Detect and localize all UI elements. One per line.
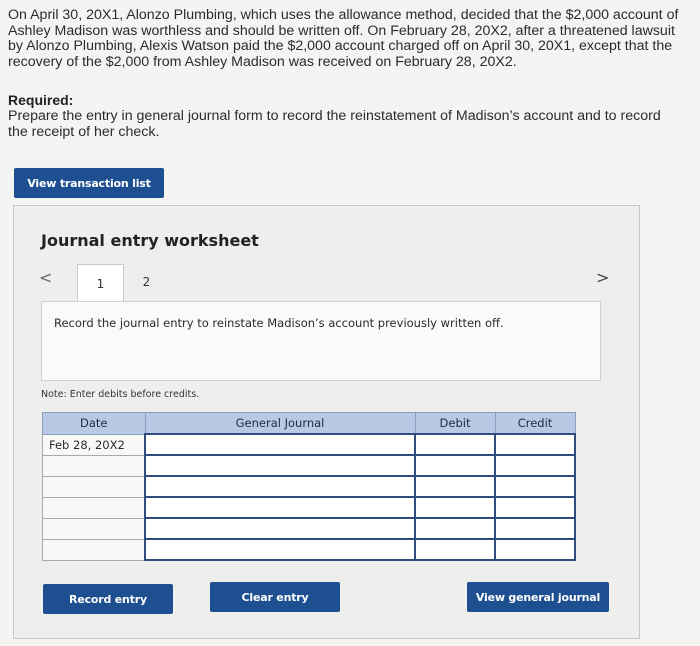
header-date: Date (43, 413, 146, 435)
tab-1[interactable]: 1 (77, 264, 124, 302)
table-row (43, 476, 576, 497)
record-entry-button[interactable]: Record entry (43, 584, 173, 614)
debit-input[interactable] (415, 476, 495, 497)
date-cell (43, 539, 146, 560)
debit-input[interactable] (415, 497, 495, 518)
problem-statement: On April 30, 20X1, Alonzo Plumbing, which uses the allowance method, decided that the $2,000 account of Ashley Madison was worthless and should be written off. On February 28, 20X2, after a threatened lawsuit by Alonzo Plumbing, Alexis Watson paid the $2,000 account charged off on April 30, 20X1, except that the recovery of the $2,000 from Ashley Madison was received on February 28, 20X2. (8, 7, 679, 70)
debit-input[interactable] (415, 539, 495, 560)
table-row (43, 518, 576, 539)
account-input[interactable] (145, 518, 415, 539)
required-text: Prepare the entry in general journal form to record the reinstatement of Madison’s account and to record the receipt of her check. (8, 108, 661, 140)
account-input[interactable] (145, 539, 415, 560)
table-row (43, 539, 576, 560)
header-credit: Credit (495, 413, 575, 435)
account-input[interactable] (145, 476, 415, 497)
date-cell (43, 455, 146, 476)
credit-input[interactable] (495, 434, 575, 455)
view-general-journal-button[interactable]: View general journal (467, 582, 609, 612)
account-input[interactable] (145, 434, 415, 455)
table-row (43, 434, 576, 455)
debit-input[interactable] (415, 434, 495, 455)
note-text: Note: Enter debits before credits. (41, 389, 200, 400)
credit-input[interactable] (495, 497, 575, 518)
account-input[interactable] (145, 455, 415, 476)
tab-2[interactable]: 2 (142, 275, 151, 289)
date-cell (43, 497, 146, 518)
date-cell: Feb 28, 20X2 (43, 434, 146, 455)
account-input[interactable] (145, 497, 415, 518)
clear-entry-button[interactable]: Clear entry (210, 582, 340, 612)
required-heading: Required: (8, 92, 74, 108)
credit-input[interactable] (495, 518, 575, 539)
debit-input[interactable] (415, 455, 495, 476)
date-cell (43, 476, 146, 497)
credit-input[interactable] (495, 455, 575, 476)
chevron-right-icon[interactable]: > (596, 268, 610, 287)
instruction-text: Record the journal entry to reinstate Madison’s account previously written off. (54, 316, 504, 330)
date-cell (43, 518, 146, 539)
view-transaction-list-button[interactable]: View transaction list (14, 168, 164, 198)
worksheet-title: Journal entry worksheet (41, 231, 259, 250)
header-debit: Debit (415, 413, 495, 435)
header-general-journal: General Journal (145, 413, 415, 435)
journal-entry-worksheet (13, 205, 640, 639)
journal-table (42, 412, 576, 561)
table-row (43, 497, 576, 518)
table-row (43, 455, 576, 476)
chevron-left-icon[interactable]: < (39, 268, 53, 287)
instruction-box (41, 301, 601, 381)
debit-input[interactable] (415, 518, 495, 539)
credit-input[interactable] (495, 476, 575, 497)
credit-input[interactable] (495, 539, 575, 560)
